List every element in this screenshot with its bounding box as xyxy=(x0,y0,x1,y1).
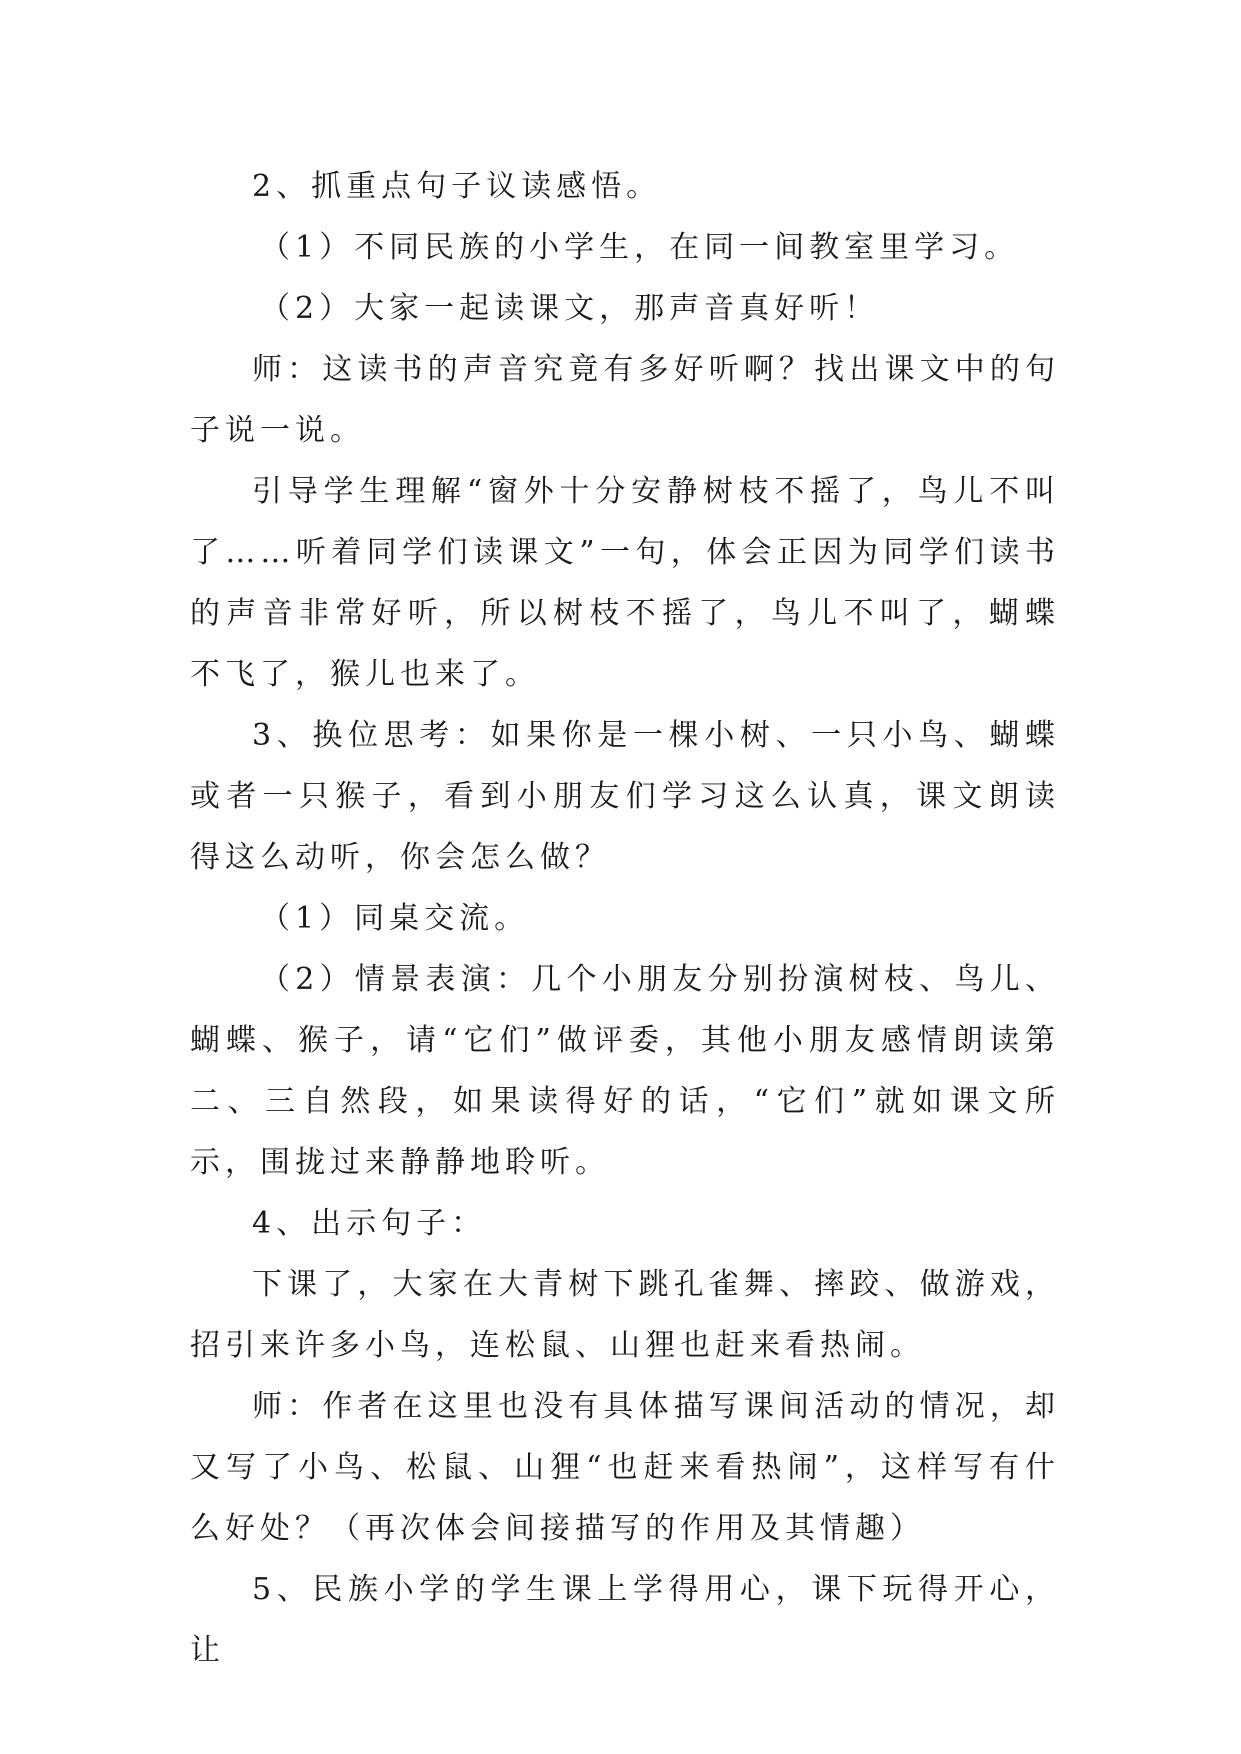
paragraph-role-play: （2）情景表演：几个小朋友分别扮演树枝、鸟儿、蝴蝶、猴子，请“它们”做评委，其他小朋友感情朗读第二、三自然段，如果读得好的话，“它们”就如课文所示，围拢过来静静地聆听。 xyxy=(190,962,1060,1180)
paragraph-teacher-analysis: 师：作者在这里也没有具体描写课间活动的情况，却又写了小鸟、松鼠、山狸“也赶来看热闹”，这样写有什么好处？（再次体会间接描写的作用及其情趣） xyxy=(190,1389,1060,1546)
paragraph-desk-exchange: （1）同桌交流。 xyxy=(260,901,530,936)
paragraph-example-sentence: 下课了，大家在大青树下跳孔雀舞、摔跤、做游戏，招引来许多小鸟，连松鼠、山狸也赶来看热闹。 xyxy=(190,1267,1060,1363)
paragraph-step-4: 4、出示句子： xyxy=(252,1206,487,1241)
paragraph-step-3: 3、换位思考：如果你是一棵小树、一只小鸟、蝴蝶或者一只猴子，看到小朋友们学习这么认真，课文朗读得这么动听，你会怎么做？ xyxy=(190,718,1060,875)
paragraph-sentence-1: （1）不同民族的小学生，在同一间教室里学习。 xyxy=(260,230,1020,265)
paragraph-step-5: 5、民族小学的学生课上学得用心，课下玩得开心，让 xyxy=(190,1572,1060,1668)
paragraph-step-2: 2、抓重点句子议读感悟。 xyxy=(252,169,662,204)
paragraph-sentence-2: （2）大家一起读课文，那声音真好听！ xyxy=(260,291,880,326)
paragraph-teacher-question: 师：这读书的声音究竟有多好听啊？找出课文中的句子说一说。 xyxy=(190,352,1060,448)
document-body xyxy=(190,156,1060,1681)
paragraph-guidance: 引导学生理解“窗外十分安静树枝不摇了，鸟儿不叫了……听着同学们读课文”一句，体会正因为同学们读书的声音非常好听，所以树枝不摇了，鸟儿不叫了，蝴蝶不飞了，猴儿也来了。 xyxy=(190,474,1060,692)
